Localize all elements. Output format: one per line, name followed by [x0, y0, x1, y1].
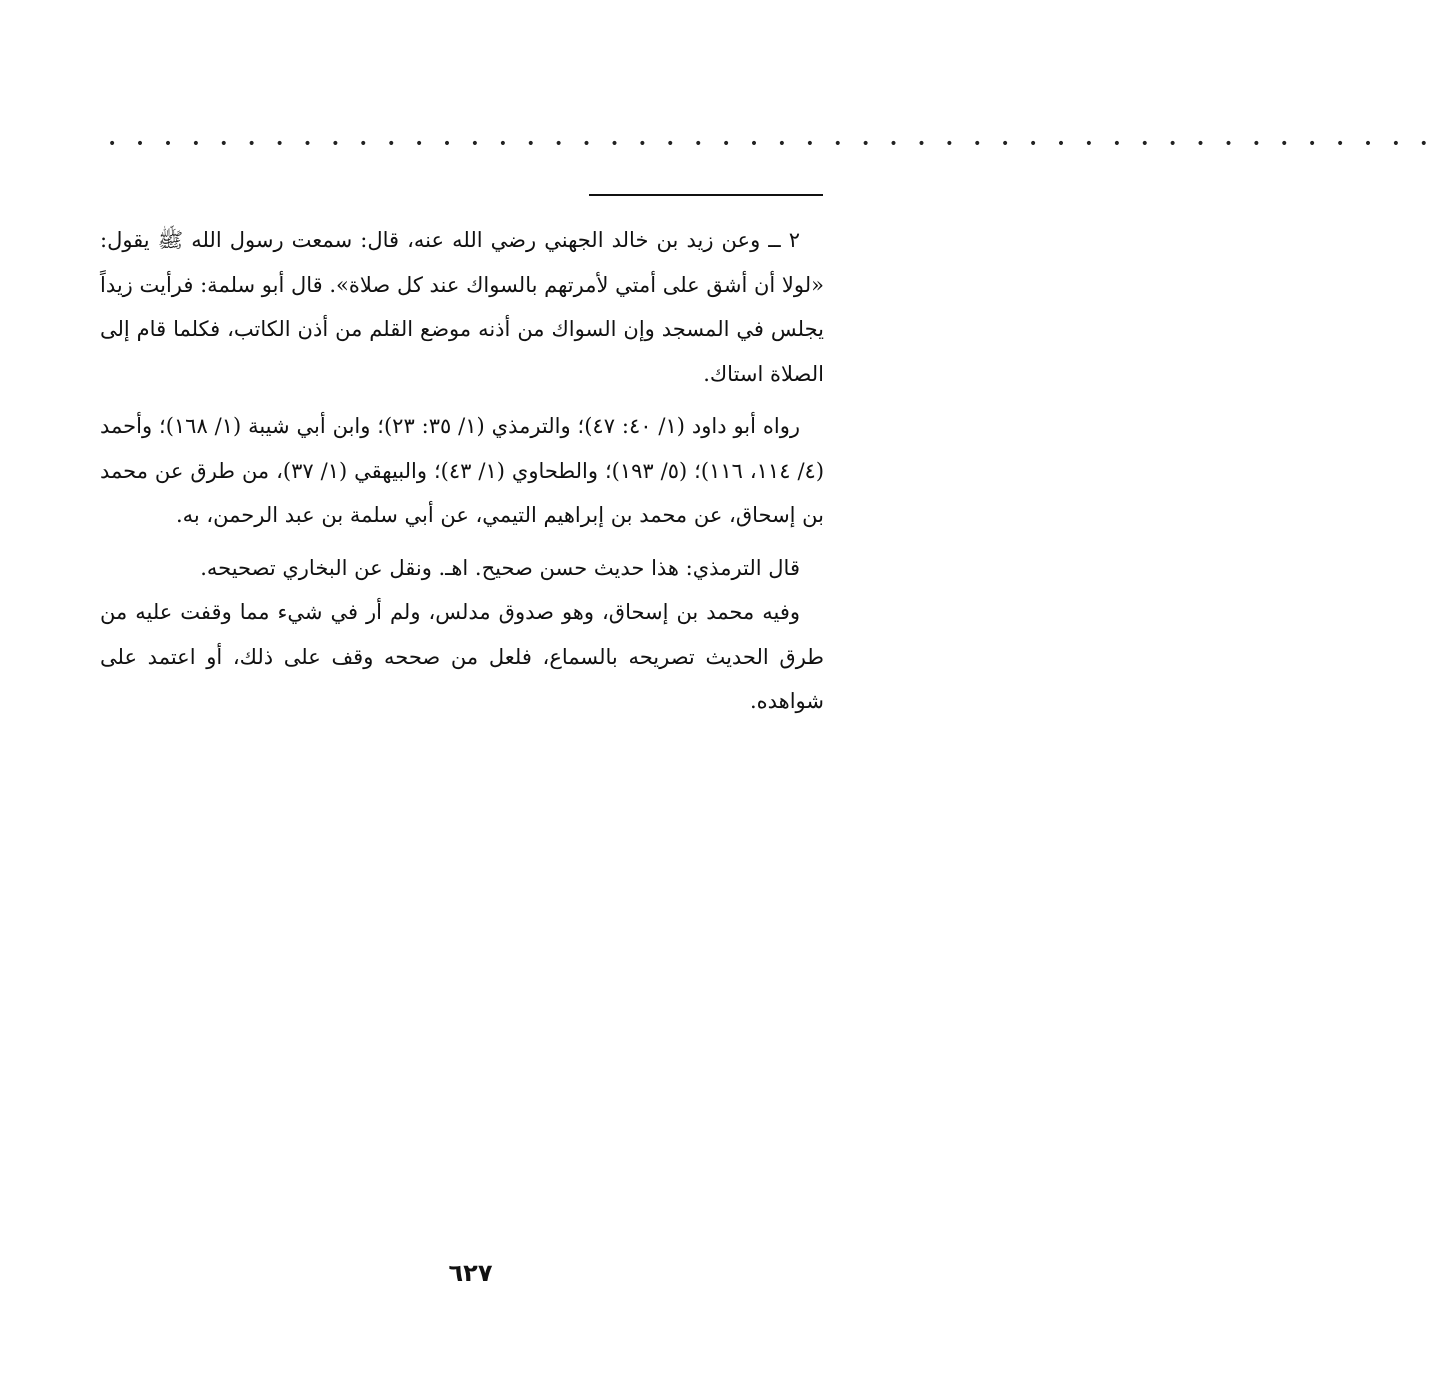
section-rule: [589, 194, 823, 196]
page-body: [100, 218, 824, 724]
page-number: ٦٢٧: [448, 1259, 493, 1287]
tirmidhi-verdict-paragraph: قال الترمذي: هذا حديث حسن صحيح. اهـ. ونقل عن البخاري تصحيحه.: [200, 555, 800, 580]
isnad-note-paragraph: وفيه محمد بن إسحاق، وهو صدوق مدلس، ولم أر في شيء مما وقفت عليه من طرق الحديث تصريحه بالسماع، فلعل من صححه وقف على ذلك، أو اعتمد على شواهده.: [100, 600, 824, 713]
dotted-separator: • • • • • • • • • • • • • • • • • • • • • • • • • • • • • • • • • • • • • • • • • • • • • • • •: [108, 136, 1436, 152]
hadith-paragraph: ٢ ــ وعن زيد بن خالد الجهني رضي الله عنه، قال: سمعت رسول الله ﷺ يقول: «لولا أن أشق على أمتي لأمرتهم بالسواك عند كل صلاة». قال أبو سلمة: فرأيت زيداً يجلس في المسجد وإن السواك من أذنه موضع القلم من أذن الكاتب، فكلما قام إلى الصلاة استاك.: [99, 228, 824, 386]
takhrij-paragraph: رواه أبو داود (١/ ٤٠: ٤٧)؛ والترمذي (١/ ٣٥: ٢٣)؛ وابن أبي شيبة (١/ ١٦٨)؛ وأحمد (٤/ ١١٤، ١١٦)؛ (٥/ ١٩٣)؛ والطحاوي (١/ ٤٣)؛ والبيهقي (١/ ٣٧)، من طرق عن محمد بن إسحاق، عن محمد بن إبراهيم التيمي، عن أبي سلمة بن عبد الرحمن، به.: [100, 414, 825, 527]
